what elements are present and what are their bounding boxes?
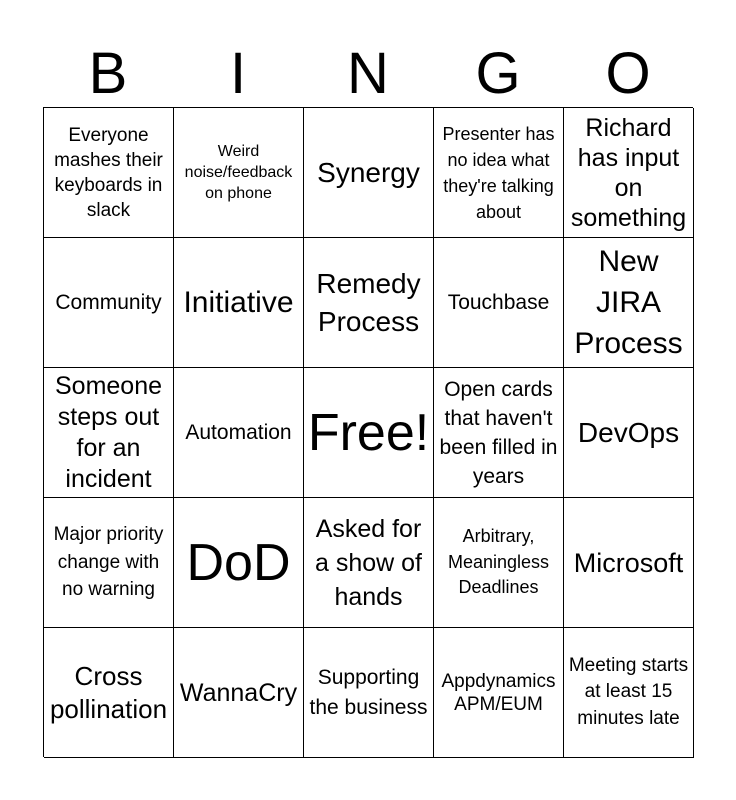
- bingo-cell[interactable]: [174, 108, 304, 238]
- bingo-cell[interactable]: [174, 238, 304, 368]
- bingo-cell[interactable]: [304, 238, 434, 368]
- bingo-cell[interactable]: [44, 108, 174, 238]
- cell-text: Presenter has no idea what they're talking about: [442, 123, 555, 222]
- cell-text: New JIRA Process: [574, 245, 683, 360]
- bingo-cell[interactable]: [434, 108, 564, 238]
- cell-text: Automation: [185, 421, 292, 444]
- cell-text: Meeting starts at least 15 minutes late: [568, 654, 689, 729]
- bingo-cell[interactable]: [434, 498, 564, 628]
- cell-text: Someone steps out for an incident: [54, 371, 163, 493]
- cell-text: Touchbase: [447, 291, 550, 314]
- bingo-cell[interactable]: [564, 628, 694, 758]
- cell-text: Cross pollination: [49, 660, 168, 724]
- header-letter-g: G: [475, 41, 521, 106]
- bingo-cell[interactable]: [44, 238, 174, 368]
- bingo-cell[interactable]: [304, 628, 434, 758]
- cell-text: Remedy Process: [316, 267, 421, 337]
- cell-text: DoD: [186, 533, 291, 592]
- bingo-cell[interactable]: [564, 368, 694, 498]
- bingo-cell[interactable]: [174, 368, 304, 498]
- bingo-cell[interactable]: [434, 628, 564, 758]
- bingo-cell[interactable]: [304, 108, 434, 238]
- bingo-cell[interactable]: [434, 238, 564, 368]
- bingo-cell[interactable]: [174, 628, 304, 758]
- cell-text: WannaCry: [179, 678, 298, 707]
- cell-text: Initiative: [183, 286, 294, 319]
- cell-text: Major priority change with no warning: [53, 524, 164, 601]
- bingo-cell[interactable]: [564, 108, 694, 238]
- cell-text: Supporting the business: [309, 666, 428, 719]
- header-letter-i: I: [229, 41, 247, 106]
- bingo-cell[interactable]: [44, 498, 174, 628]
- bingo-cell[interactable]: [434, 368, 564, 498]
- cell-text: Appdynamics APM/EUM: [441, 670, 556, 715]
- header-letter-b: B: [88, 41, 128, 106]
- bingo-board: [43, 107, 693, 757]
- bingo-cell[interactable]: [44, 628, 174, 758]
- bingo-cell[interactable]: [174, 498, 304, 628]
- cell-text: Asked for a show of hands: [314, 514, 422, 611]
- cell-text: Richard has input on something: [570, 113, 687, 232]
- cell-text: Synergy: [317, 156, 420, 188]
- bingo-cell-free[interactable]: [304, 368, 434, 498]
- header-letter-o: O: [605, 41, 651, 106]
- cell-text: Free!: [307, 403, 430, 462]
- cell-text: Arbitrary, Meaningless Deadlines: [447, 526, 550, 598]
- cell-text: Weird noise/feedback on phone: [184, 143, 293, 202]
- bingo-cell[interactable]: [564, 498, 694, 628]
- bingo-header: [43, 40, 693, 108]
- bingo-cell[interactable]: [564, 238, 694, 368]
- cell-text: Open cards that haven't been filled in years: [439, 377, 558, 488]
- cell-text: Everyone mashes their keyboards in slack: [54, 124, 163, 221]
- cell-text: Community: [55, 291, 162, 314]
- header-letter-n: N: [347, 41, 389, 106]
- cell-text: DevOps: [577, 416, 680, 448]
- bingo-cell[interactable]: [304, 498, 434, 628]
- bingo-cell[interactable]: [44, 368, 174, 498]
- cell-text: Microsoft: [573, 547, 684, 578]
